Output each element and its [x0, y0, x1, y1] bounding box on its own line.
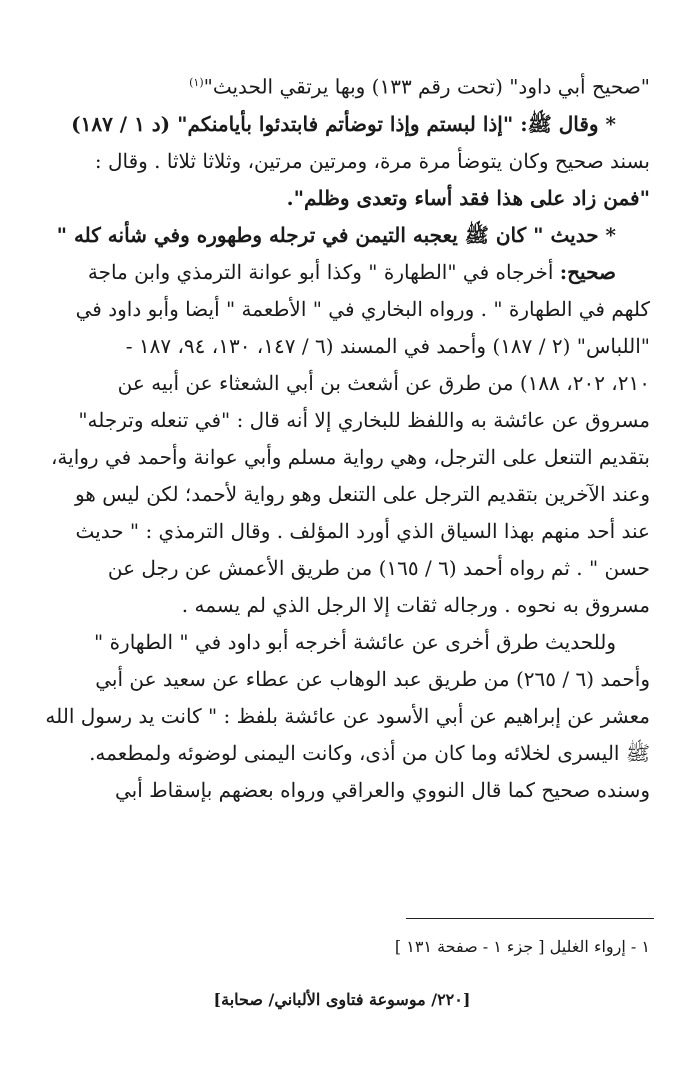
text-line-14: حسن " . ثم رواه أحمد (٦ / ١٦٥) من طريق الأعمش عن رجل عن [107, 555, 650, 580]
text-line-20: وسنده صحيح كما قال النووي والعراقي ورواه بعضهم بإسقاط أبي [115, 777, 650, 802]
text-line-9: ٢١٠، ٢٠٢، ١٨٨) من طرق عن أشعث بن أبي الشعثاء عن أبيه عن [117, 370, 650, 395]
page-footer: [٢٢٠/ موسوعة فتاوى الألباني/ صحابة] [213, 990, 471, 1009]
text-line-19: ﷺ اليسرى لخلائه وما كان من أذى، وكانت اليمنى لوضوئه ولمطعمه. [89, 740, 650, 765]
footnote: ١ - إرواء الغليل [ جزء ١ - صفحة ١٣١ ] [394, 937, 650, 956]
text-line-18: معشر عن إبراهيم عن أبي الأسود عن عائشة بلفظ : " كانت يد رسول الله [45, 703, 650, 728]
text-line-8: "اللباس" (٢ / ١٨٧) وأحمد في المسند (٦ / ١٤٧، ١٣٠، ٩٤، ١٨٧ - [125, 333, 650, 358]
text-line-1-main: "صحيح أبي داود" (تحت رقم ١٣٣) وبها يرتقي الحديث" [203, 74, 650, 99]
footnote-divider [406, 918, 654, 919]
main-text [34, 64, 650, 809]
text-line-13: عند أحد منهم بهذا السياق الذي أورد المؤلف . وقال الترمذي : " حديث [75, 518, 650, 543]
text-line-16: وللحديث طرق أخرى عن عائشة أخرجه أبو داود في " الطهارة " [94, 629, 616, 654]
grading-label: صحيح: [559, 259, 616, 284]
text-line-7: كلهم في الطهارة " . ورواه البخاري في " الأطعمة " أيضا وأبو داود في [75, 296, 650, 321]
text-line-3: بسند صحيح وكان يتوضأ مرة مرة، ومرتين مرتين، وثلاثا ثلاثا . وقال : [94, 148, 650, 173]
footnote-reference: (١) [189, 76, 204, 89]
text-line-10: مسروق عن عائشة به واللفظ للبخاري إلا أنه قال : "في تنعله وترجله" [78, 407, 650, 432]
text-line-2: * وقال ﷺ: "إذا لبستم وإذا توضأتم فابتدئوا بأيامنكم" (د ١ / ١٨٧) [71, 111, 616, 136]
text-line-4: "فمن زاد على هذا فقد أساء وتعدى وظلم". [286, 185, 650, 210]
text-line-17: وأحمد (٦ / ٢٦٥) من طريق عبد الوهاب عن عطاء عن سعيد عن أبي [95, 666, 650, 691]
text-line-6 [34, 254, 650, 291]
text-line-11: بتقديم التنعل على الترجل، وهي رواية مسلم وأبي عوانة وأحمد في رواية، [50, 444, 650, 469]
text-line-12: وعند الآخرين بتقديم الترجل على التنعل وهو رواية لأحمد؛ لكن ليس هو [74, 481, 650, 506]
text-line-6-main: أخرجاه في "الطهارة " وكذا أبو عوانة الترمذي وابن ماجة [87, 259, 560, 284]
text-line-1 [34, 64, 650, 106]
text-line-15: مسروق به نحوه . ورجاله ثقات إلا الرجل الذي لم يسمه . [181, 592, 650, 617]
text-line-5: * حديث " كان ﷺ يعجبه التيمن في ترجله وطهوره وفي شأنه كله " [56, 222, 616, 247]
